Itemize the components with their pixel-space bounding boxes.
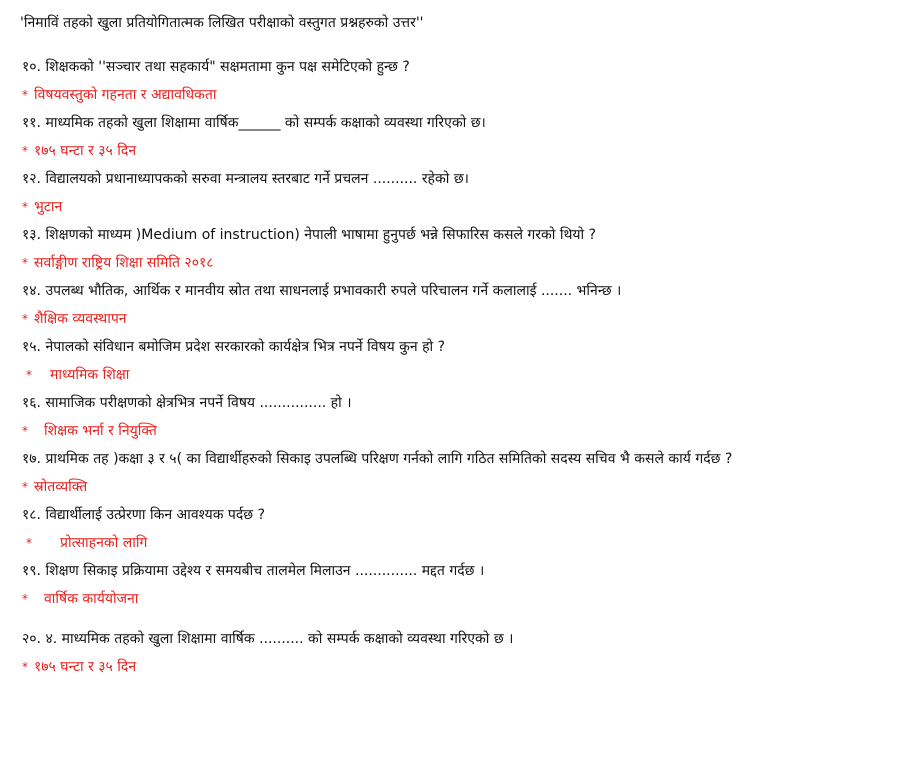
bullet-icon: * (22, 144, 28, 158)
question-18: १८. विद्यार्थीलाई उत्प्रेरणा किन आवश्यक पर्दछ ? (22, 507, 265, 523)
question-19: १९. शिक्षण सिकाइ प्रक्रियामा उद्देश्य र समयबीच तालमेल मिलाउन .............. मद्दत गर्दछ । (22, 563, 485, 579)
bullet-icon: * (22, 88, 28, 102)
question-13: १३. शिक्षणको माध्यम )Medium of instruction) नेपाली भाषामा हुनुपर्छ भन्ने सिफारिस कसले गरको थियो ? (22, 227, 597, 243)
question-17: १७. प्राथमिक तह )कक्षा ३ र ५( का विद्यार्थीहरुको सिकाइ उपलब्धि परिक्षण गर्नको लागि गठित समितिको सदस्य सचिव भै कसले कार्य गर्दछ ? (22, 451, 733, 467)
question-20: २०. ४. माध्यमिक तहको खुला शिक्षामा वार्षिक .......... को सम्पर्क कक्षाको व्यवस्था गरिएको छ । (22, 631, 514, 647)
bullet-icon: * (22, 256, 28, 270)
answer-16: * शिक्षक भर्ना र नियुक्ति (22, 423, 157, 439)
answer-11: * १७५ घन्टा र ३५ दिन (22, 143, 137, 159)
answer-14: * शैक्षिक व्यवस्थापन (22, 311, 127, 327)
answer-15: * माध्यमिक शिक्षा (26, 367, 130, 383)
answer-10: * विषयवस्तुको गहनता र अद्यावधिकता (22, 87, 217, 103)
bullet-icon: * (22, 480, 28, 494)
question-11: ११. माध्यमिक तहको खुला शिक्षामा वार्षिक______ को सम्पर्क कक्षाको व्यवस्था गरिएको छ। (22, 115, 486, 131)
bullet-icon: * (22, 660, 28, 674)
question-16: १६. सामाजिक परीक्षणको क्षेत्रभित्र नपर्ने विषय ............... हो । (22, 395, 352, 411)
question-14: १४. उपलब्ध भौतिक, आर्थिक र मानवीय स्रोत तथा साधनलाई प्रभावकारी रुपले परिचालन गर्ने कलालाई ....... भनिन्छ । (22, 283, 622, 299)
bullet-icon: * (26, 536, 32, 550)
answer-20: * १७५ घन्टा र ३५ दिन (22, 659, 137, 675)
answer-19: * वार्षिक कार्ययोजना (22, 591, 139, 607)
answer-13: * सर्वाङ्गीण राष्ट्रिय शिक्षा समिति २०१८ (22, 255, 214, 271)
question-10: १०. शिक्षकको ''सञ्चार तथा सहकार्य" सक्षमतामा कुन पक्ष समेटिएको हुन्छ ? (22, 59, 410, 75)
answer-17: * स्रोतव्यक्ति (22, 479, 88, 495)
bullet-icon: * (22, 200, 28, 214)
bullet-icon: * (22, 424, 28, 438)
bullet-icon: * (26, 368, 32, 382)
question-12: १२. विद्यालयको प्रधानाध्यापकको सरुवा मन्त्रालय स्तरबाट गर्ने प्रचलन .......... रहेको छ। (22, 171, 469, 187)
answer-12: * भुटान (22, 199, 63, 215)
document-title: 'निमाविं तहको खुला प्रतियोगितात्मक लिखित परीक्षाको वस्तुगत प्रश्नहरुको उत्तर'' (20, 15, 424, 31)
answer-18: * प्रोत्साहनको लागि (26, 535, 148, 551)
bullet-icon: * (22, 312, 28, 326)
question-15: १५. नेपालको संविधान बमोजिम प्रदेश सरकारको कार्यक्षेत्र भित्र नपर्ने विषय कुन हो ? (22, 339, 446, 355)
bullet-icon: * (22, 592, 28, 606)
